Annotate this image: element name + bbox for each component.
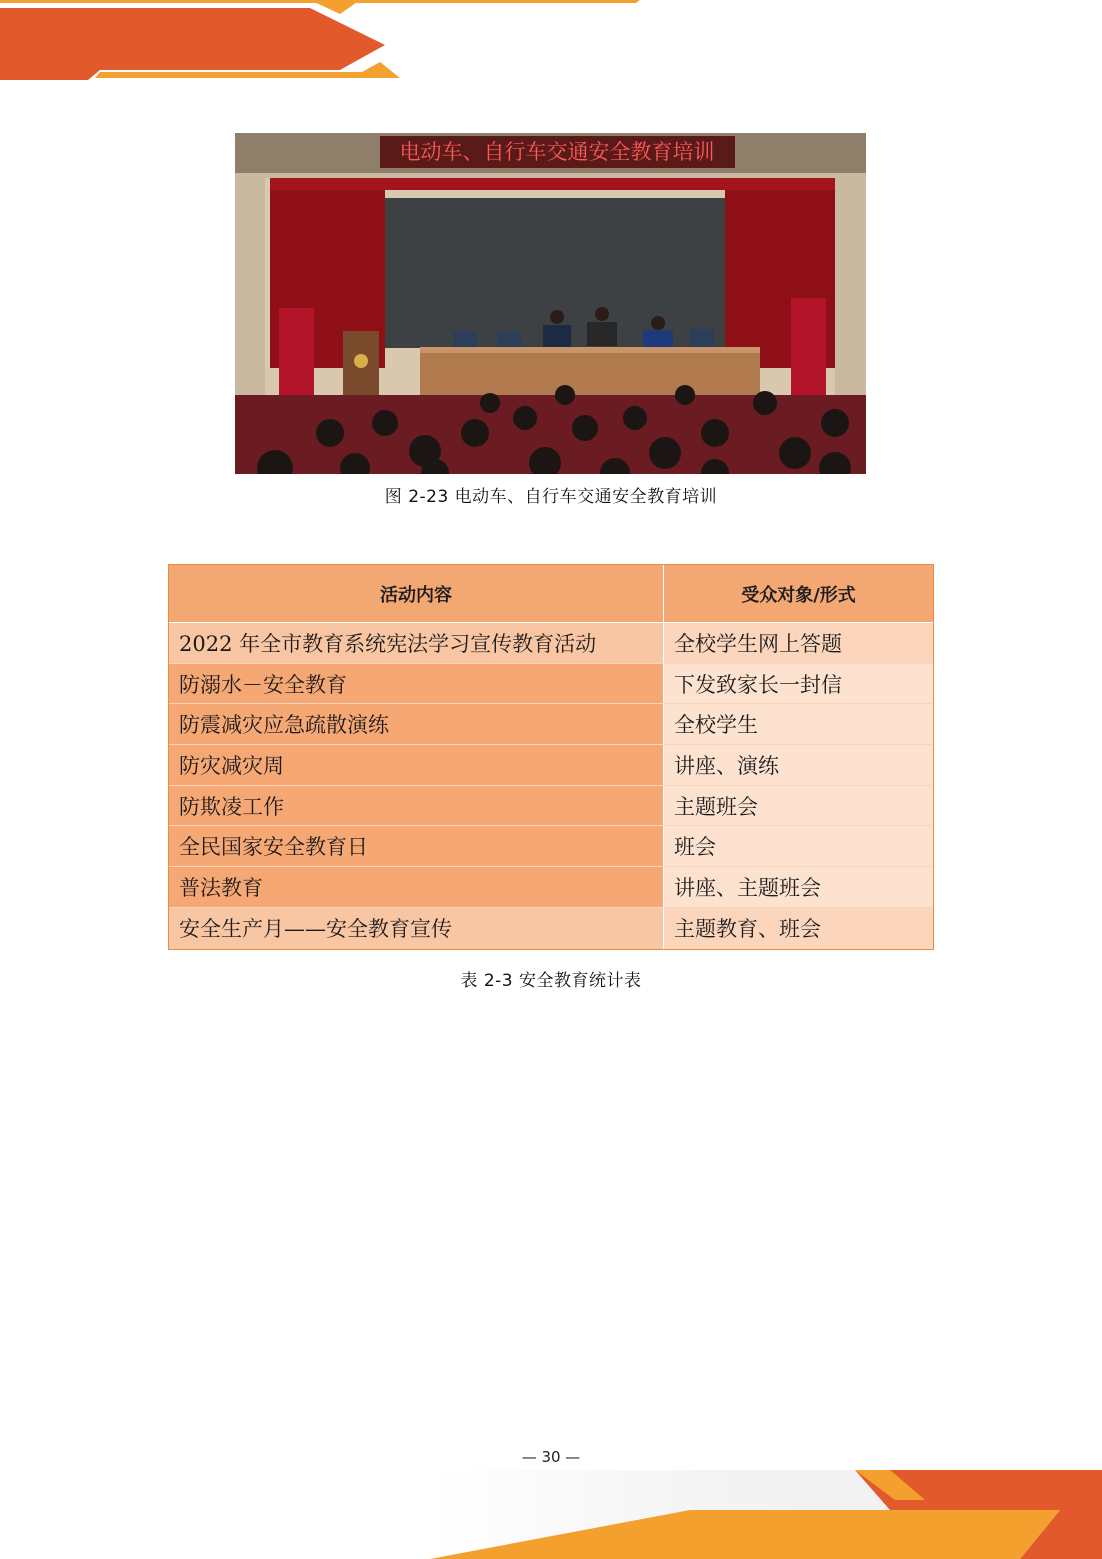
table-row — [169, 786, 933, 827]
table-row — [169, 623, 933, 664]
header-decoration — [0, 0, 1102, 90]
activity-cell: 普法教育 — [169, 867, 664, 908]
table-row — [169, 867, 933, 908]
safety-education-table — [168, 564, 934, 950]
activity-cell: 防溺水－安全教育 — [169, 664, 664, 705]
audience-cell: 主题班会 — [664, 786, 933, 827]
table-row — [169, 745, 933, 786]
table-header-row — [169, 565, 933, 623]
table-row — [169, 826, 933, 867]
figure-caption: 图 2-23 电动车、自行车交通安全教育培训 — [384, 487, 718, 507]
activity-cell: 全民国家安全教育日 — [169, 826, 664, 867]
column-header-audience: 受众对象/形式 — [664, 565, 933, 623]
audience-cell: 全校学生 — [664, 704, 933, 745]
activity-cell: 防震减灾应急疏散演练 — [169, 704, 664, 745]
audience-cell: 班会 — [664, 826, 933, 867]
banner-text: 电动车、自行车交通安全教育培训 — [399, 140, 715, 164]
activity-cell: 防灾减灾周 — [169, 745, 664, 786]
column-header-activity: 活动内容 — [169, 565, 664, 623]
audience-cell: 讲座、演练 — [664, 745, 933, 786]
audience-cell: 下发致家长一封信 — [664, 664, 933, 705]
training-photo — [235, 133, 866, 474]
page-number: — 30 — — [521, 1448, 581, 1466]
table-row — [169, 704, 933, 745]
table-row — [169, 908, 933, 949]
audience-cell: 主题教育、班会 — [664, 908, 933, 949]
activity-cell: 安全生产月——安全教育宣传 — [169, 908, 664, 949]
activity-cell: 2022 年全市教育系统宪法学习宣传教育活动 — [169, 623, 664, 664]
audience-cell: 全校学生网上答题 — [664, 623, 933, 664]
activity-cell: 防欺凌工作 — [169, 786, 664, 827]
audience-cell: 讲座、主题班会 — [664, 867, 933, 908]
table-caption: 表 2-3 安全教育统计表 — [460, 971, 642, 991]
table-row — [169, 664, 933, 705]
